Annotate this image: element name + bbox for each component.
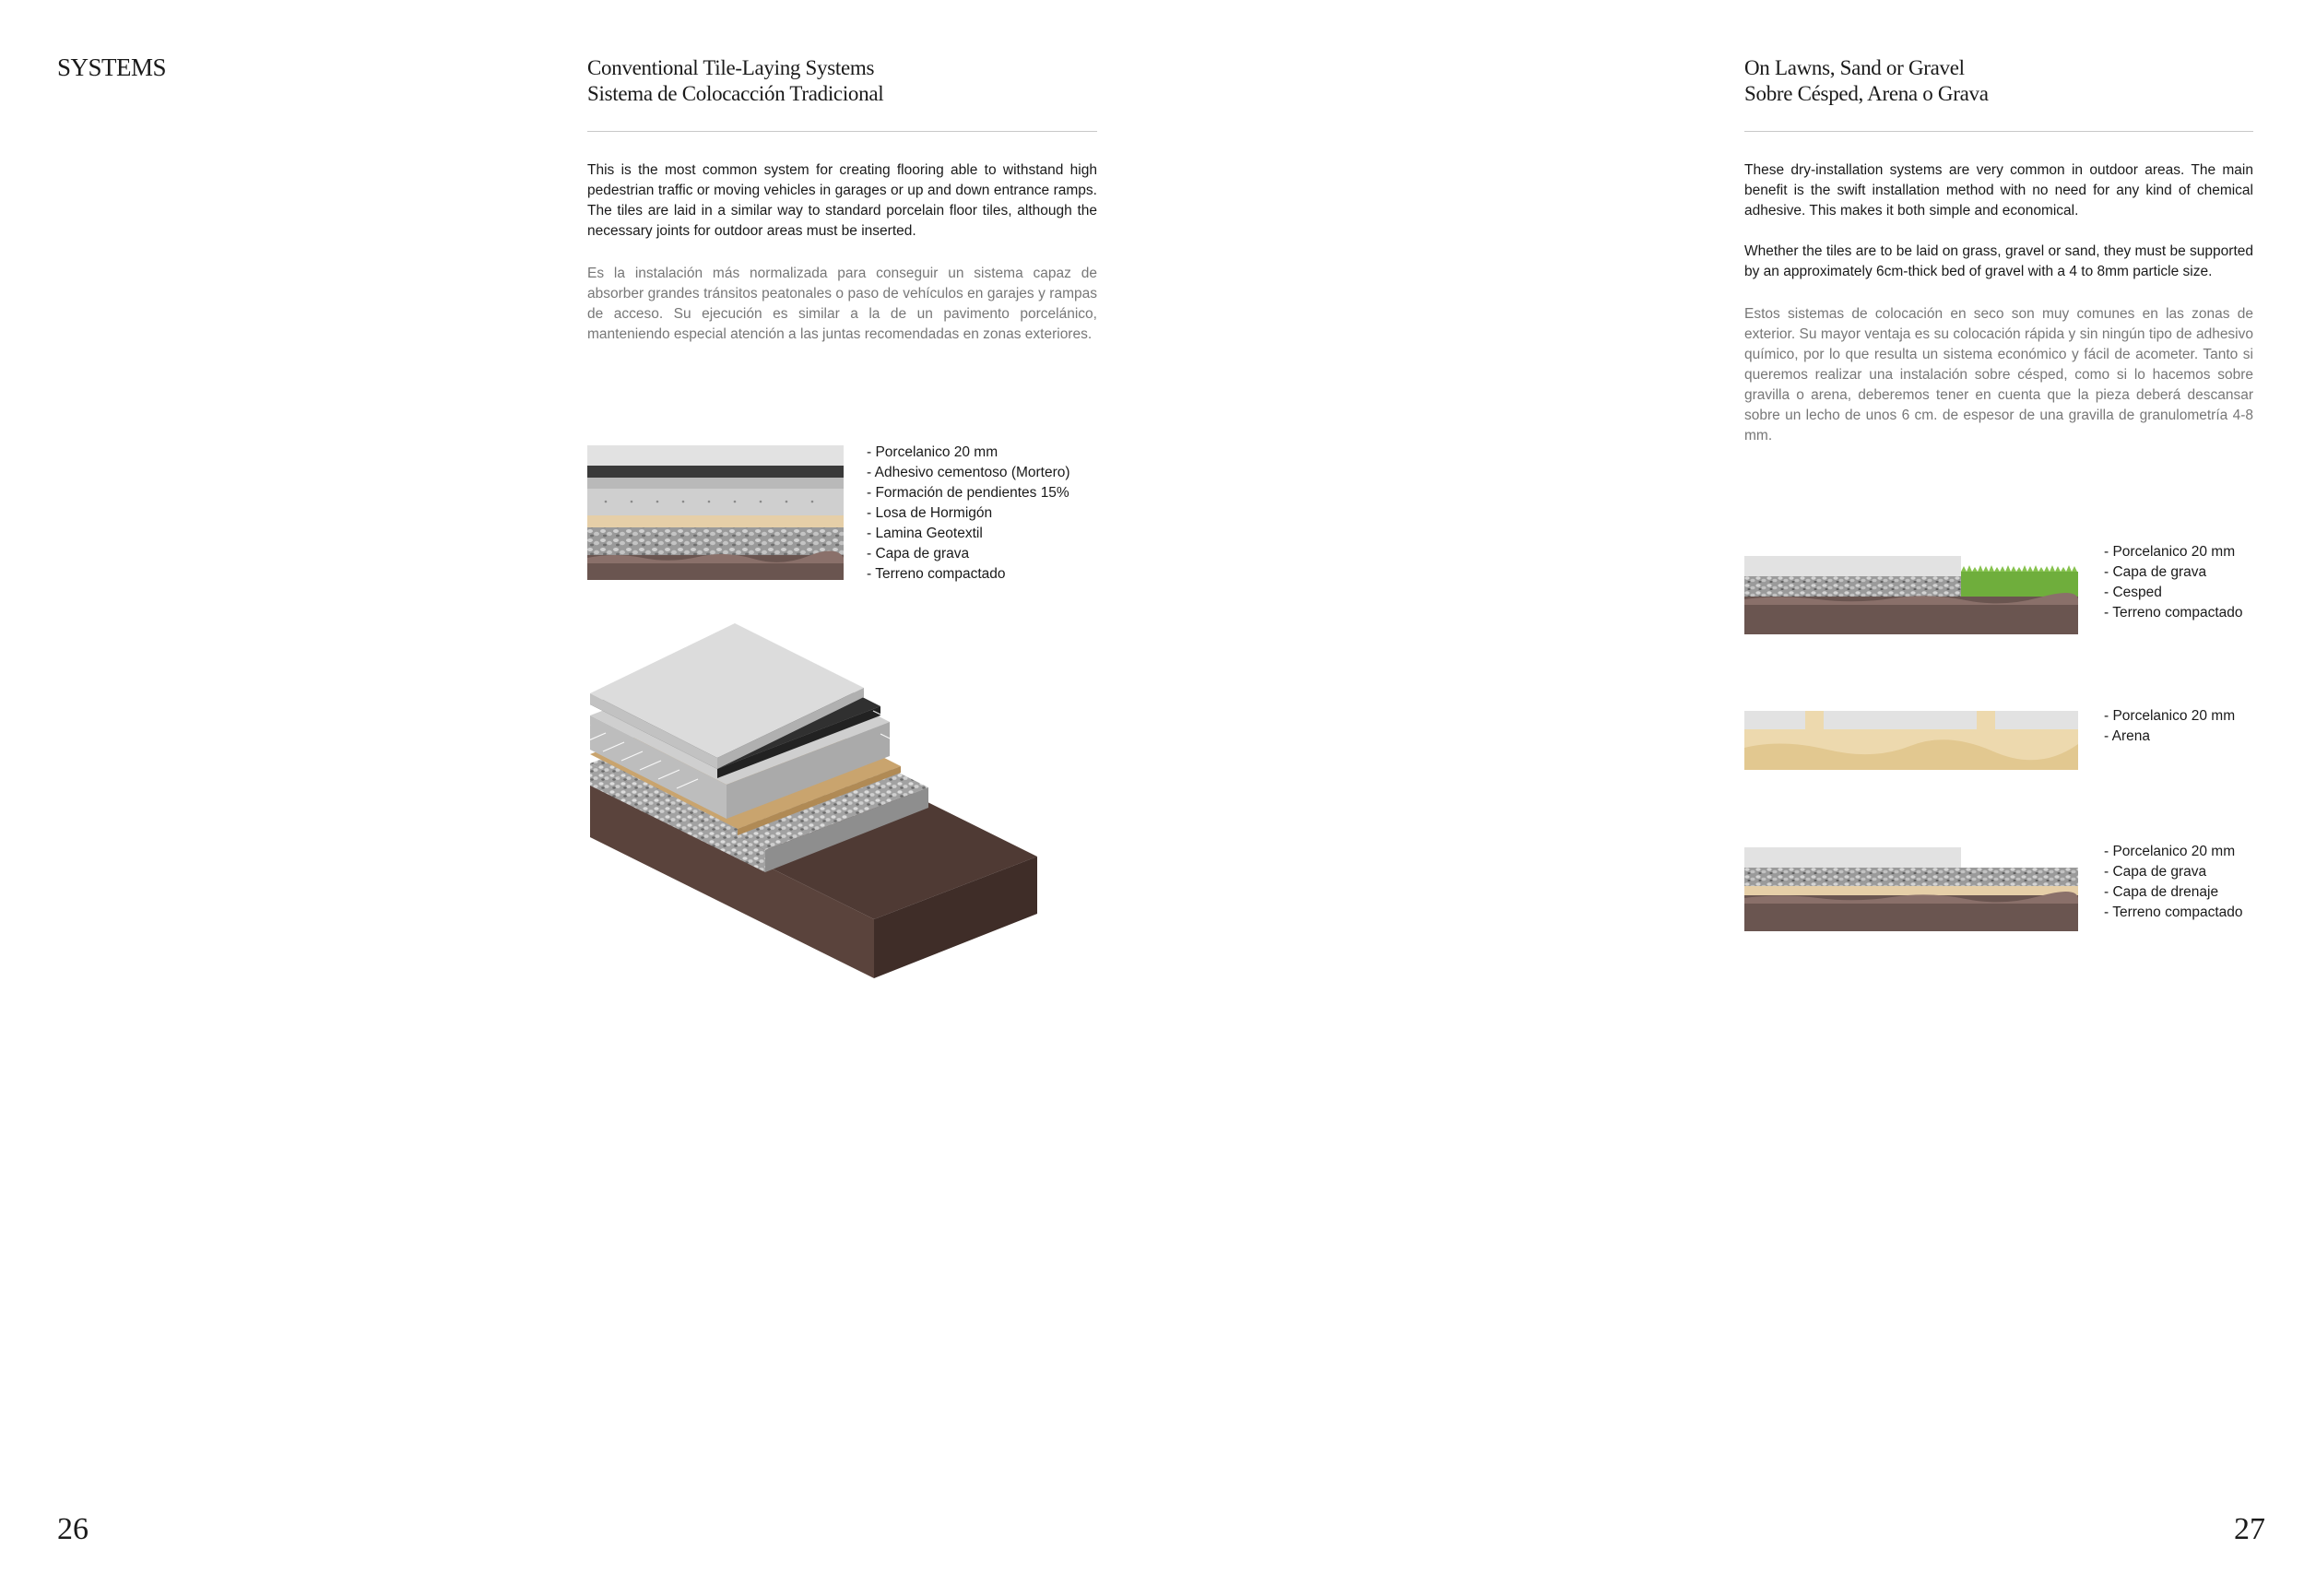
legend-item: - Capa de drenaje bbox=[2104, 882, 2243, 903]
grass-legend bbox=[2104, 542, 2243, 623]
legend-item: - Terreno compactado bbox=[2104, 603, 2243, 623]
legend-item: - Terreno compactado bbox=[2104, 903, 2243, 923]
lawns-heading bbox=[1744, 55, 1989, 107]
legend-item: - Losa de Hormigón bbox=[867, 503, 1070, 524]
legend-item: - Capa de grava bbox=[867, 544, 1070, 564]
gravel-layer-tile bbox=[1744, 847, 1961, 868]
layer-mortar bbox=[587, 466, 844, 478]
grass-layer-lawn bbox=[1961, 565, 2078, 597]
layer-geotextile bbox=[587, 515, 844, 527]
conventional-isometric-illustration bbox=[587, 623, 1048, 992]
layer-tile bbox=[587, 445, 844, 466]
lawns-body-es bbox=[1744, 304, 2253, 467]
lawns-title-en: On Lawns, Sand or Gravel bbox=[1744, 56, 1965, 79]
grass-layer-tile bbox=[1744, 556, 1961, 576]
conventional-legend bbox=[867, 443, 1070, 585]
page-number-right: 27 bbox=[2234, 1512, 2265, 1546]
section-label: SYSTEMS bbox=[57, 53, 167, 81]
lawns-divider bbox=[1744, 131, 2253, 132]
gravel-legend bbox=[2104, 842, 2243, 923]
legend-item: - Formación de pendientes 15% bbox=[867, 483, 1070, 503]
sand-cross-section bbox=[1744, 711, 2078, 770]
gravel-layer-drainage bbox=[1744, 886, 2078, 895]
lawns-body-en-1: These dry-installation systems are very common in outdoor areas. The main benefit is the swift installation method with no need for any kind of chemical adhesive. This makes it both simple and economical. bbox=[1744, 162, 2253, 219]
legend-item: - Arena bbox=[2104, 727, 2235, 747]
legend-item: - Cesped bbox=[2104, 583, 2243, 603]
layer-concrete bbox=[587, 489, 844, 515]
conventional-body-es-text: Es la instalación más normalizada para conseguir un sistema capaz de absorber grandes tránsitos peatonales o paso de vehículos en garajes y rampas de acceso. Su ejecución es similar a la de un pavimento porcelánico, manteniendo especial atención a las juntas recomendadas en zonas exteriores. bbox=[587, 266, 1097, 342]
lawns-body-en bbox=[1744, 160, 2253, 302]
sand-legend bbox=[2104, 706, 2235, 747]
legend-item: - Porcelanico 20 mm bbox=[2104, 542, 2243, 562]
legend-item: - Adhesivo cementoso (Mortero) bbox=[867, 463, 1070, 483]
legend-item: - Capa de grava bbox=[2104, 562, 2243, 583]
gravel-cross-section bbox=[1744, 845, 2078, 931]
legend-item: - Capa de grava bbox=[2104, 862, 2243, 882]
legend-item: - Porcelanico 20 mm bbox=[2104, 706, 2235, 727]
lawns-body-es-text: Estos sistemas de colocación en seco son muy comunes en las zonas de exterior. Su mayor ventaja es su colocación rápida y sin ningún tipo de adhesivo químico, por lo que resulta un sistema económico y fácil de acometer. Tanto si queremos realizar una instalación sobre césped, como si lo hacemos sobre gravilla o arena, deberemos tener en cuenta que la pieza deberá descansar sobre un lecho de unos 6 cm. de espesor de una gravilla de granulometría 4-8 mm. bbox=[1744, 306, 2253, 443]
legend-item: - Porcelanico 20 mm bbox=[2104, 842, 2243, 862]
conventional-title-en: Conventional Tile-Laying Systems bbox=[587, 56, 875, 79]
gravel-layer-gravel bbox=[1744, 868, 2078, 886]
legend-item: - Porcelanico 20 mm bbox=[867, 443, 1070, 463]
sand-layer-tiles bbox=[1744, 711, 2078, 729]
grass-layer-gravel bbox=[1744, 576, 1961, 597]
lawns-body-en-2: Whether the tiles are to be laid on grass, gravel or sand, they must be supported by an approximately 6cm-thick bed of gravel with a 4 to 8mm particle size. bbox=[1744, 243, 2253, 279]
layer-gravel bbox=[587, 527, 844, 555]
conventional-title-es: Sistema de Colocacción Tradicional bbox=[587, 82, 884, 105]
conventional-heading bbox=[587, 55, 883, 107]
grass-cross-section bbox=[1744, 553, 2078, 634]
page-number-left: 26 bbox=[57, 1512, 89, 1546]
legend-item: - Lamina Geotextil bbox=[867, 524, 1070, 544]
conventional-body-en-text: This is the most common system for creating flooring able to withstand high pedestrian traffic or moving vehicles in garages or up and down entrance ramps. The tiles are laid in a similar way to standard porcelain floor tiles, although the necessary joints for outdoor areas must be inserted. bbox=[587, 162, 1097, 239]
conventional-body-en bbox=[587, 160, 1097, 262]
layer-slope bbox=[587, 478, 844, 489]
conventional-body-es bbox=[587, 264, 1097, 365]
conventional-cross-section bbox=[587, 445, 844, 580]
lawns-title-es: Sobre Césped, Arena o Grava bbox=[1744, 82, 1989, 105]
conventional-divider bbox=[587, 131, 1097, 132]
legend-item: - Terreno compactado bbox=[867, 564, 1070, 585]
